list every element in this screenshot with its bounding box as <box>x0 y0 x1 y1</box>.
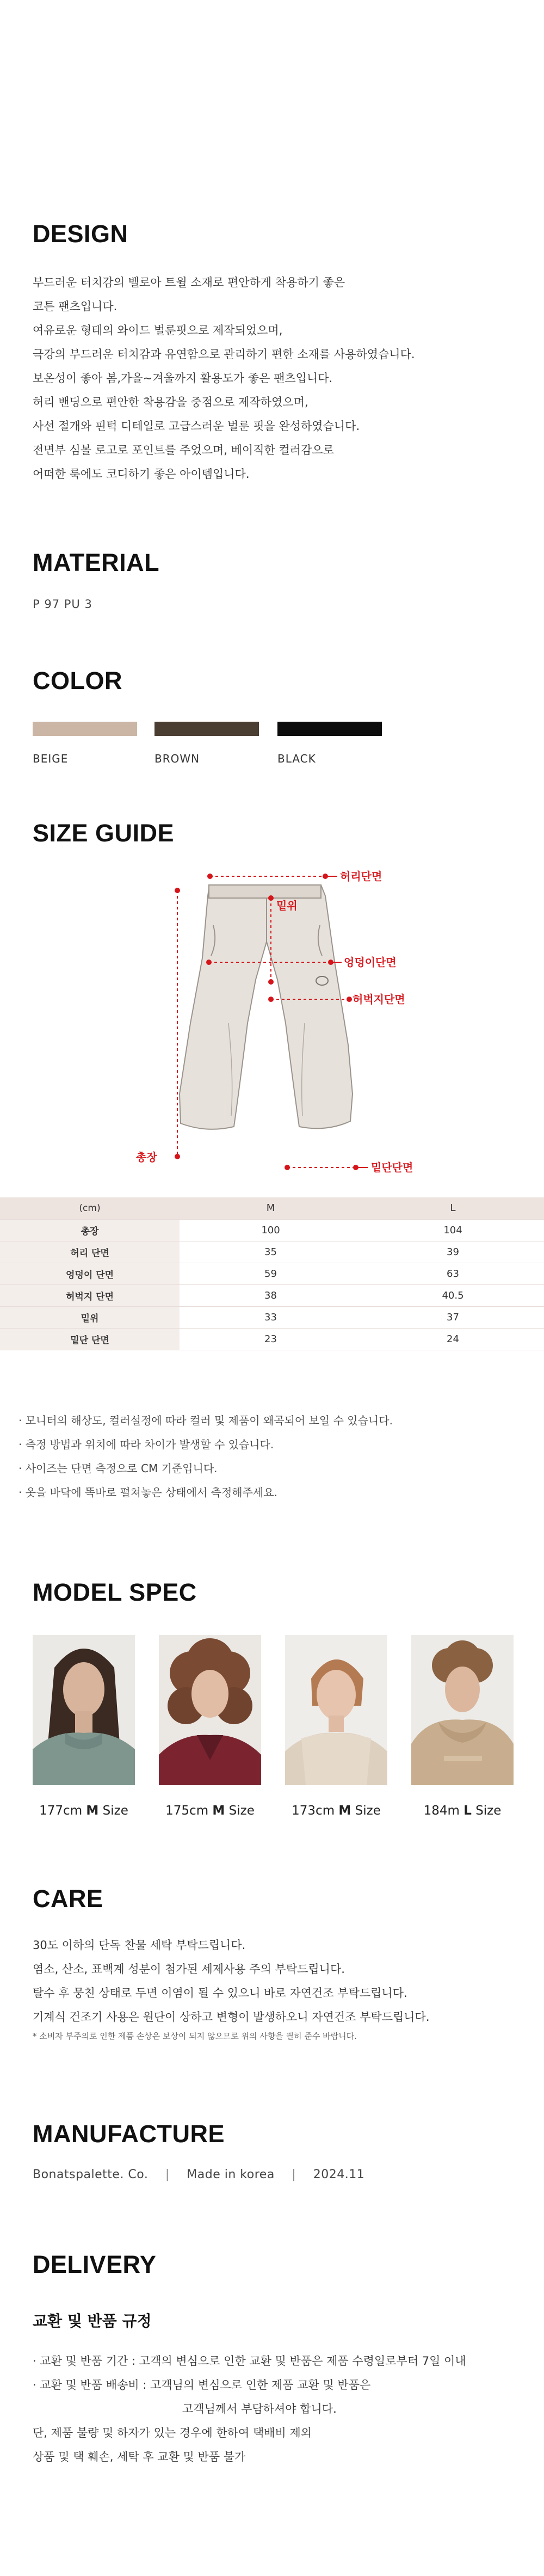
design-line: 보온성이 좋아 봄,가을~겨울까지 활용도가 좋은 팬츠입니다. <box>33 372 333 385</box>
size-notes <box>18 1409 393 1504</box>
color-swatch-beige[interactable] <box>33 722 137 736</box>
model-size-suffix: Size <box>355 1804 381 1818</box>
delivery-line: 단, 제품 불량 및 하자가 있는 경우에 한하여 택배비 제외 <box>33 2426 312 2439</box>
care-line: 탈수 후 뭉친 상태로 두면 이염이 될 수 있으니 바로 자연건조 부탁드립니다. <box>33 1987 407 2000</box>
size-table-cell: 104 <box>362 1219 544 1241</box>
model-size: M <box>338 1804 351 1818</box>
model-height: 177cm <box>39 1804 83 1818</box>
model-caption-2 <box>150 1804 270 1818</box>
size-table-cell: 밑단 단면 <box>0 1328 180 1350</box>
manufacture-company: Bonatspalette. Co. <box>33 2168 149 2181</box>
size-table-cell: 엉덩이 단면 <box>0 1263 180 1284</box>
design-line: 사선 절개와 핀턱 디테일로 고급스러운 벌룬 핏을 완성하였습니다. <box>33 420 360 433</box>
manufacture-date: 2024.11 <box>313 2168 365 2181</box>
label-hem: 밑단단면 <box>371 1161 413 1174</box>
model-height: 175cm <box>165 1804 209 1818</box>
label-rise: 밑위 <box>276 899 298 912</box>
manufacture-title: MANUFACTURE <box>33 2120 225 2148</box>
size-table-cell: 23 <box>180 1328 362 1350</box>
label-thigh: 허벅지단면 <box>353 993 405 1006</box>
design-line: 극강의 부드러운 터치감과 유연함으로 관리하기 편한 소재를 사용하였습니다. <box>33 348 415 361</box>
label-hip: 엉덩이단면 <box>344 956 397 969</box>
color-label-brown: BROWN <box>154 752 200 765</box>
size-note: · 모니터의 해상도, 컬러설정에 따라 컬러 및 제품이 왜곡되어 보일 수 있습니다. <box>18 1414 393 1427</box>
size-table-cell: 100 <box>180 1219 362 1241</box>
delivery-line: 고객님께서 부담하셔야 합니다. <box>182 2402 337 2415</box>
model-size: M <box>212 1804 225 1818</box>
model-photo-4 <box>411 1635 514 1785</box>
model-size-suffix: Size <box>228 1804 255 1818</box>
model-spec-title: MODEL SPEC <box>33 1578 197 1606</box>
care-line: 염소, 산소, 표백계 성분이 첨가된 세제사용 주의 부탁드립니다. <box>33 1963 345 1976</box>
model-photo-2 <box>159 1635 261 1785</box>
size-table-cell: 33 <box>180 1306 362 1328</box>
manufacture-info <box>33 2168 364 2181</box>
model-photo-1 <box>33 1635 135 1785</box>
size-table-cell: 40.5 <box>362 1284 544 1306</box>
size-table-cell: 24 <box>362 1328 544 1350</box>
size-table-cell: 허벅지 단면 <box>0 1284 180 1306</box>
table-row <box>0 1328 544 1350</box>
size-note: · 측정 방법과 위치에 따라 차이가 발생할 수 있습니다. <box>18 1438 274 1451</box>
care-instructions <box>33 1933 430 2029</box>
table-row <box>0 1263 544 1284</box>
model-size: M <box>86 1804 99 1818</box>
size-table-cell: 59 <box>180 1263 362 1284</box>
design-line: 부드러운 터치감의 벨로아 트윌 소재로 편안하게 착용하기 좋은 <box>33 276 345 289</box>
model-size-suffix: Size <box>102 1804 128 1818</box>
material-text: P 97 PU 3 <box>33 598 92 611</box>
table-row <box>0 1219 544 1241</box>
size-guide-title: SIZE GUIDE <box>33 819 175 847</box>
material-title: MATERIAL <box>33 549 160 576</box>
care-title: CARE <box>33 1885 103 1913</box>
manufacture-divider: | <box>165 2168 170 2181</box>
model-photo-3 <box>285 1635 387 1785</box>
size-table-cell: 37 <box>362 1306 544 1328</box>
design-line: 허리 밴딩으로 편안한 착용감을 중점으로 제작하였으며, <box>33 396 308 409</box>
size-note: · 사이즈는 단면 측정으로 CM 기준입니다. <box>18 1462 218 1475</box>
label-length: 총장 <box>136 1151 157 1164</box>
size-table-cell: (cm) <box>0 1197 180 1219</box>
delivery-line: · 교환 및 반품 배송비 : 고객님의 변심으로 인한 제품 교환 및 반품은 <box>33 2378 371 2391</box>
care-note: * 소비자 부주의로 인한 제품 손상은 보상이 되지 않으므로 위의 사항을 필히 준수 바랍니다. <box>33 2031 357 2041</box>
model-size: L <box>463 1804 472 1818</box>
size-table-cell: 39 <box>362 1241 544 1263</box>
size-note: · 옷을 바닥에 똑바로 펼쳐놓은 상태에서 측정해주세요. <box>18 1486 277 1499</box>
model-caption-3 <box>276 1804 396 1818</box>
design-line: 어떠한 룩에도 코디하기 좋은 아이템입니다. <box>33 468 250 481</box>
color-swatch-brown[interactable] <box>154 722 259 736</box>
model-caption-1 <box>24 1804 144 1818</box>
color-title: COLOR <box>33 667 122 694</box>
label-waist: 허리단면 <box>340 870 382 883</box>
delivery-policy <box>33 2349 466 2469</box>
model-height: 184m <box>423 1804 460 1818</box>
size-table-cell: M <box>180 1197 362 1219</box>
size-table-cell: 38 <box>180 1284 362 1306</box>
table-row <box>0 1284 544 1306</box>
design-line: 여유로운 형태의 와이드 벌룬핏으로 제작되었으며, <box>33 324 283 337</box>
table-row <box>0 1241 544 1263</box>
table-row <box>0 1306 544 1328</box>
design-title: DESIGN <box>33 220 128 248</box>
design-line: 전면부 심볼 로고로 포인트를 주었으며, 베이직한 컬러감으로 <box>33 444 334 457</box>
care-line: 30도 이하의 단독 찬물 세탁 부탁드립니다. <box>33 1939 246 1952</box>
color-label-beige: BEIGE <box>33 752 69 765</box>
pants-illustration <box>180 885 353 1129</box>
size-table-cell: 밑위 <box>0 1306 180 1328</box>
size-table-header <box>0 1197 544 1219</box>
model-height: 173cm <box>292 1804 335 1818</box>
model-size-suffix: Size <box>475 1804 502 1818</box>
design-line: 코튼 팬츠입니다. <box>33 300 118 313</box>
size-table-cell: 35 <box>180 1241 362 1263</box>
size-table-cell: L <box>362 1197 544 1219</box>
care-line: 기계식 건조기 사용은 원단이 상하고 변형이 발생하오니 자연건조 부탁드립니다. <box>33 2011 430 2024</box>
color-swatch-black[interactable] <box>277 722 382 736</box>
design-description <box>33 270 415 486</box>
delivery-line: 상품 및 택 훼손, 세탁 후 교환 및 반품 불가 <box>33 2450 246 2463</box>
manufacture-origin: Made in korea <box>187 2168 275 2181</box>
size-diagram <box>0 860 544 1186</box>
size-table-cell: 총장 <box>0 1219 180 1241</box>
size-table-cell: 63 <box>362 1263 544 1284</box>
manufacture-divider: | <box>292 2168 296 2181</box>
color-label-black: BLACK <box>277 752 316 765</box>
delivery-subtitle: 교환 및 반품 규정 <box>33 2312 152 2330</box>
delivery-line: · 교환 및 반품 기간 : 고객의 변심으로 인한 교환 및 반품은 제품 수령일로부터 7일 이내 <box>33 2354 466 2368</box>
size-table <box>0 1197 544 1350</box>
size-table-cell: 허리 단면 <box>0 1241 180 1263</box>
model-caption-4 <box>403 1804 522 1818</box>
delivery-title: DELIVERY <box>33 2251 157 2278</box>
